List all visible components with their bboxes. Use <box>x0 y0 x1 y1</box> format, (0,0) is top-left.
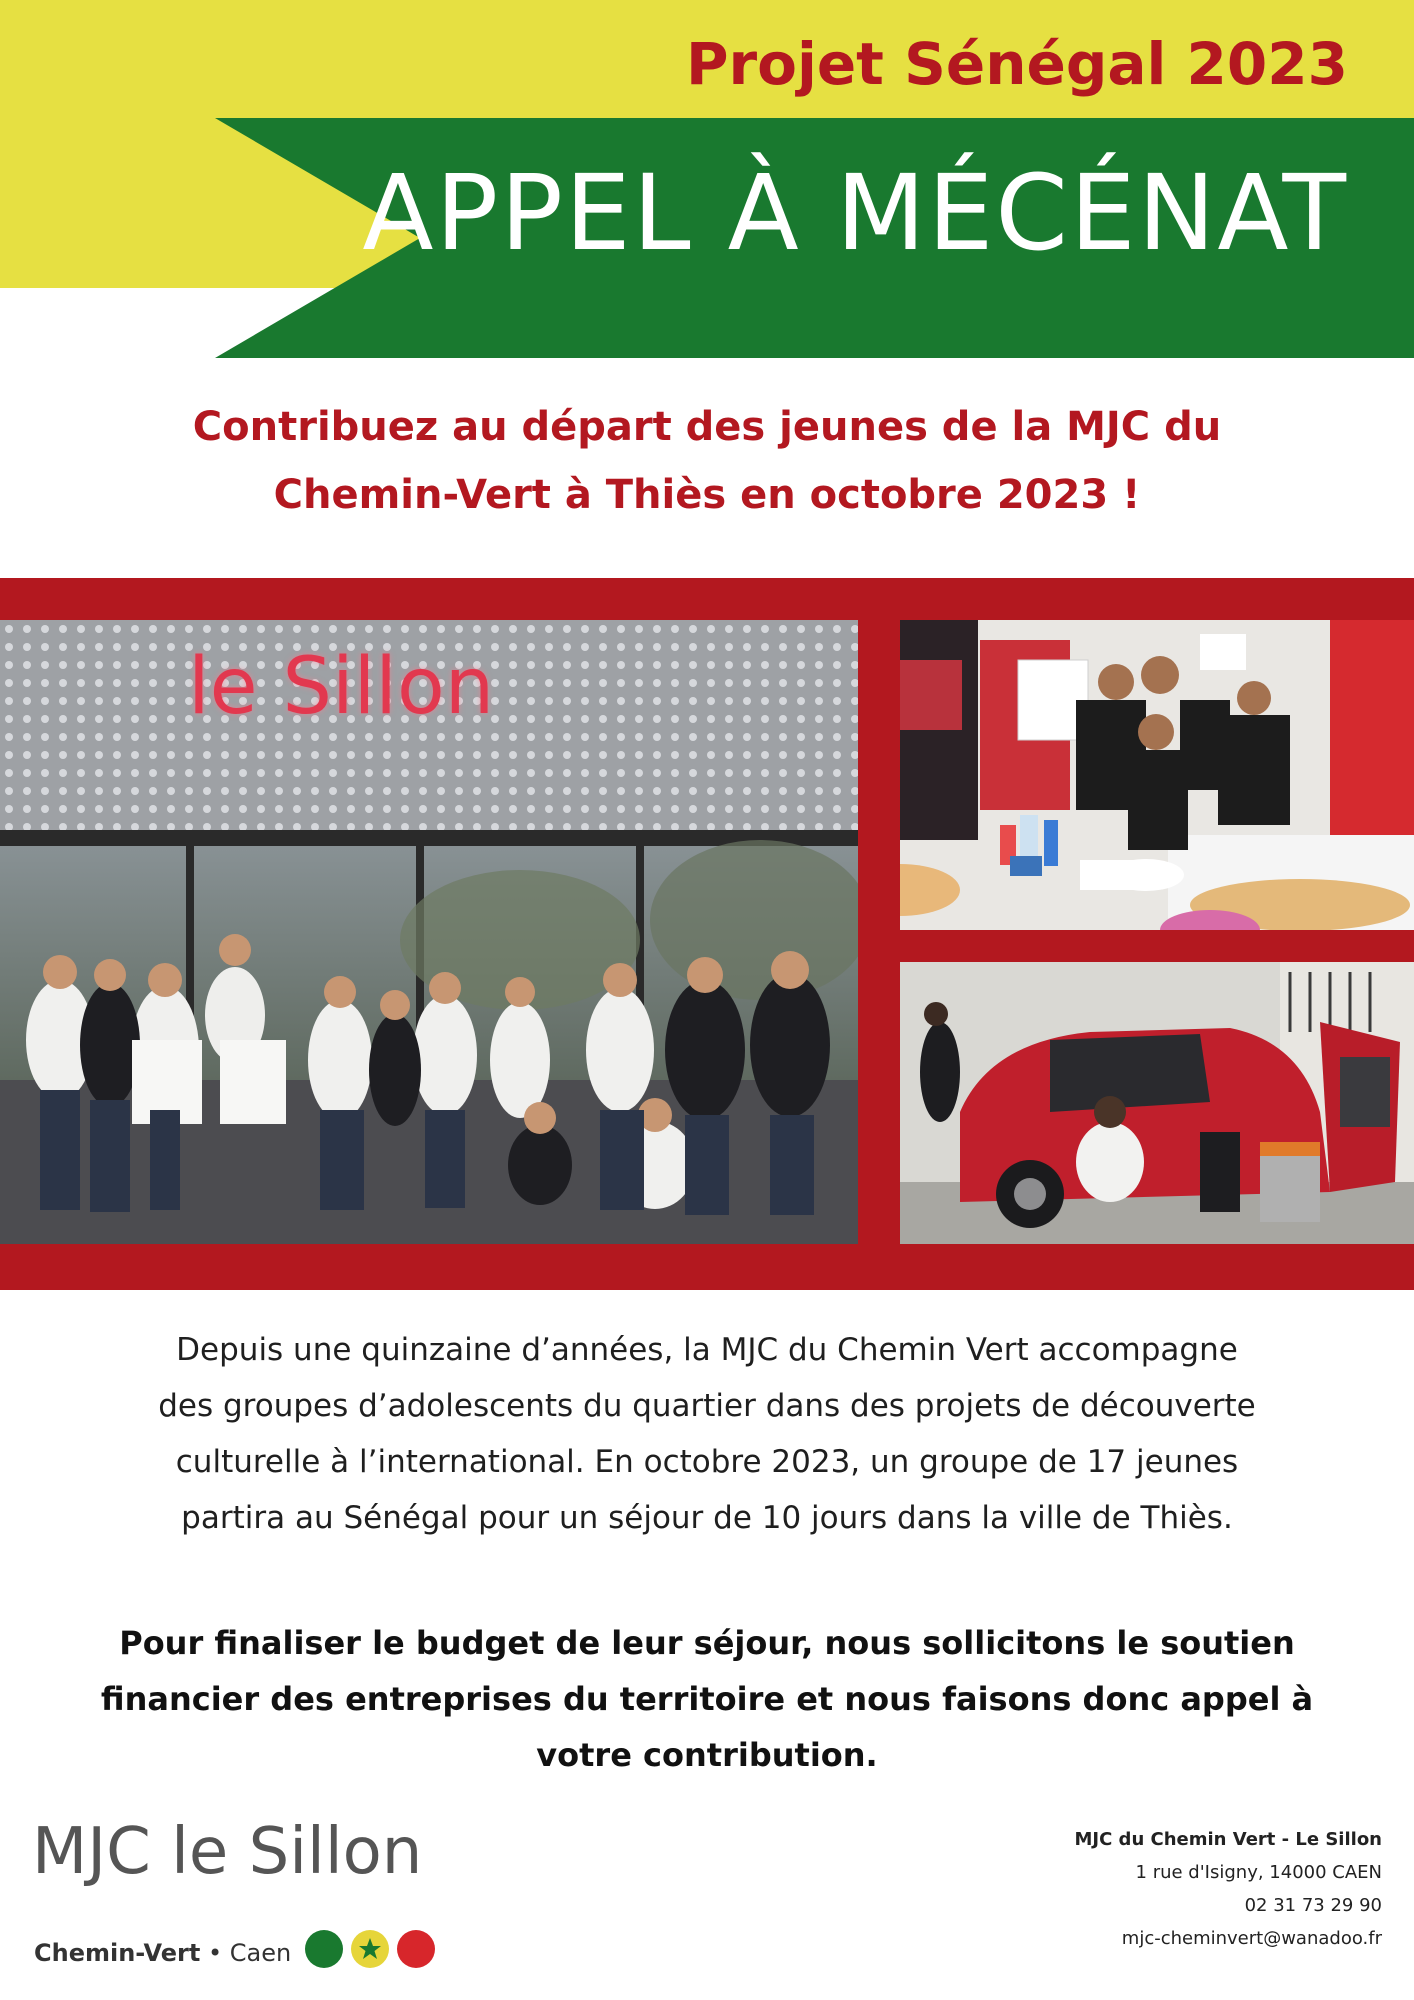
subtitle-line: Contribuez au départ des jeunes de la MJC du <box>192 404 1222 450</box>
subtitle-line: Chemin-Vert à Thiès en octobre 2023 ! <box>273 472 1141 518</box>
project-title: Projet Sénégal 2023 <box>686 30 1348 98</box>
senegal-flag-dots-icon <box>300 1927 450 1971</box>
car-wash-photo <box>900 962 1414 1244</box>
paragraph-line: partira au Sénégal pour un séjour de 10 jours dans la ville de Thiès. <box>181 1500 1233 1536</box>
contact-address: 1 rue d'Isigny, 14000 CAEN <box>1135 1862 1382 1883</box>
contact-organization: MJC du Chemin Vert - Le Sillon <box>1074 1829 1382 1850</box>
group-photo <box>0 620 858 1244</box>
paragraph-line: Depuis une quinzaine d’années, la MJC du Chemin Vert accompagne <box>176 1332 1238 1368</box>
main-title: APPEL À MÉCÉNAT <box>362 152 1348 274</box>
logo-sub-separator: • <box>208 1939 223 1967</box>
contact-block <box>1074 1823 1382 1955</box>
subtitle <box>0 393 1414 529</box>
mjc-logo <box>32 1815 423 1889</box>
building-sign: le Sillon <box>188 642 495 732</box>
paragraph-line: des groupes d’adolescents du quartier dans des projets de découverte <box>158 1388 1256 1424</box>
call-line: financier des entreprises du territoire et nous faisons donc appel à <box>100 1680 1314 1718</box>
logo-subtitle <box>34 1939 291 1967</box>
call-line: votre contribution. <box>536 1736 878 1774</box>
call-to-action <box>20 1615 1394 1783</box>
logo-prefix: MJC <box>32 1815 151 1889</box>
contact-phone: 02 31 73 29 90 <box>1244 1895 1382 1916</box>
logo-sub-district: Chemin-Vert <box>34 1939 201 1967</box>
description-paragraph <box>20 1322 1394 1546</box>
logo-sub-city: Caen <box>229 1939 292 1967</box>
paragraph-line: culturelle à l’international. En octobre 2023, un groupe de 17 jeunes <box>175 1444 1239 1480</box>
snack-stand-photo <box>900 620 1414 930</box>
logo-name: le Sillon <box>171 1815 423 1889</box>
call-line: Pour finaliser le budget de leur séjour, nous sollicitons le soutien <box>119 1624 1295 1662</box>
contact-email: mjc-cheminvert@wanadoo.fr <box>1121 1928 1382 1949</box>
